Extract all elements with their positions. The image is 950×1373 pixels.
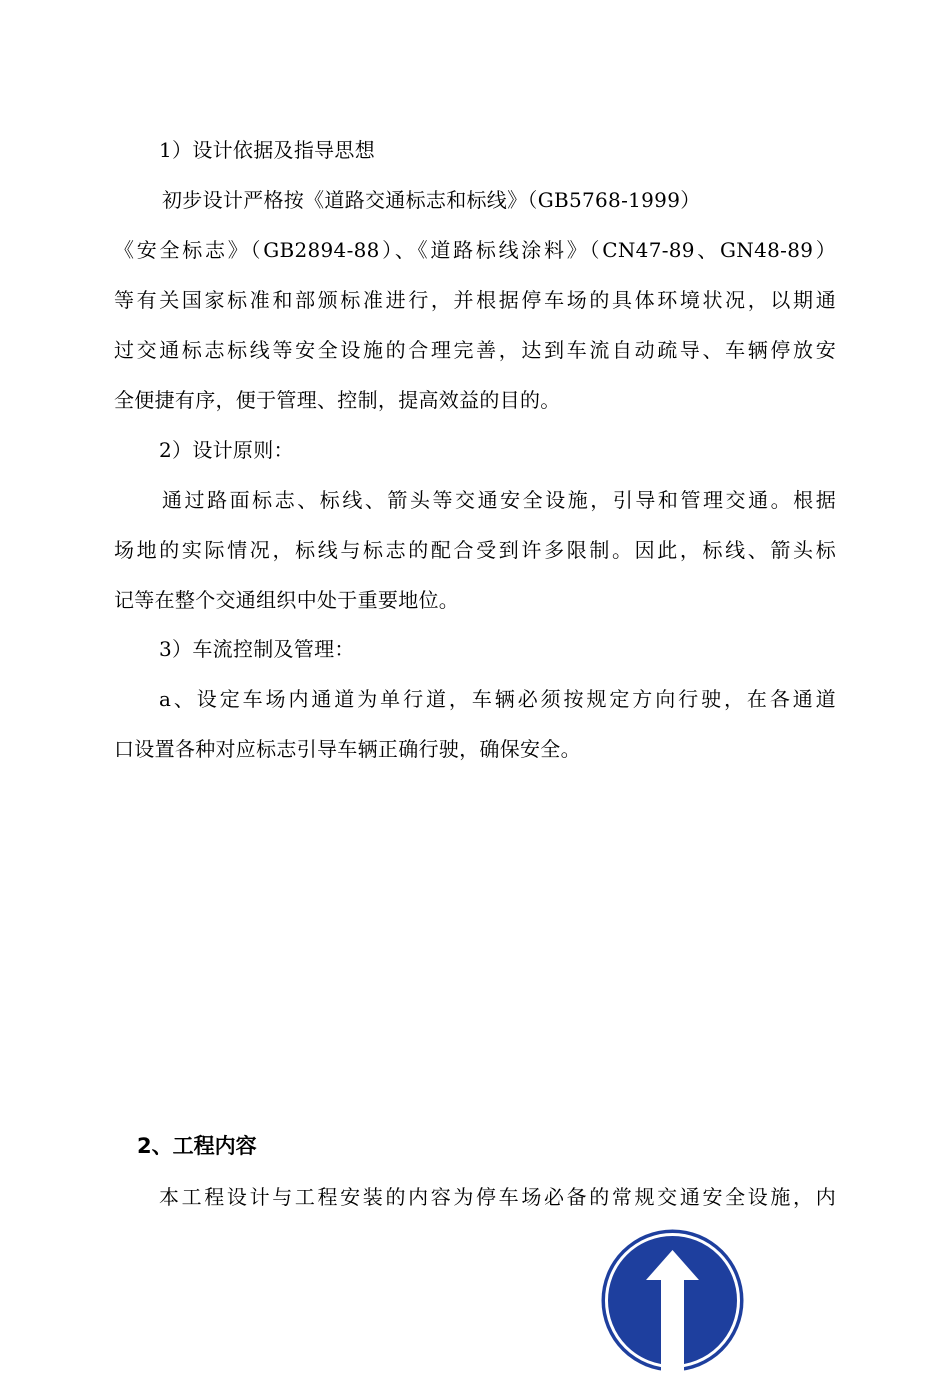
section2-heading: 2、工程内容 (137, 1134, 257, 1158)
item1-line-1: 初步设计严格按《道路交通标志和标线》（GB5768-1999） (162, 188, 701, 212)
item2-line-1: 通过路面标志、标线、箭头等交通安全设施，引导和管理交通。根据 (162, 488, 836, 512)
section2-line-1: 本工程设计与工程安装的内容为停车场必备的常规交通安全设施，内 (159, 1185, 836, 1209)
item1-title: 1）设计依据及指导思想 (159, 138, 376, 162)
item2-line-2: 场地的实际情况，标线与标志的配合受到许多限制。因此，标线、箭头标 (114, 538, 836, 562)
item1-line-2: 《安全标志》（GB2894-88）、《道路标线涂料》（CN47-89、GN48-89） (114, 238, 836, 262)
straight-ahead-arrow-icon (600, 1228, 745, 1373)
item2-title: 2）设计原则： (159, 438, 294, 462)
item3-line-2: 口设置各种对应标志引导车辆正确行驶，确保安全。 (114, 737, 581, 761)
item3-title: 3）车流控制及管理： (159, 637, 355, 661)
item1-line-5: 全便捷有序，便于管理、控制，提高效益的目的。 (114, 388, 561, 412)
item2-line-3: 记等在整个交通组织中处于重要地位。 (114, 588, 460, 612)
item1-line-4: 过交通标志标线等安全设施的合理完善，达到车流自动疏导、车辆停放安 (114, 338, 836, 362)
item3-line-1: a、设定车场内通道为单行道，车辆必须按规定方向行驶，在各通道 (159, 687, 836, 711)
item1-line-3: 等有关国家标准和部颁标准进行，并根据停车场的具体环境状况，以期通 (114, 288, 836, 312)
